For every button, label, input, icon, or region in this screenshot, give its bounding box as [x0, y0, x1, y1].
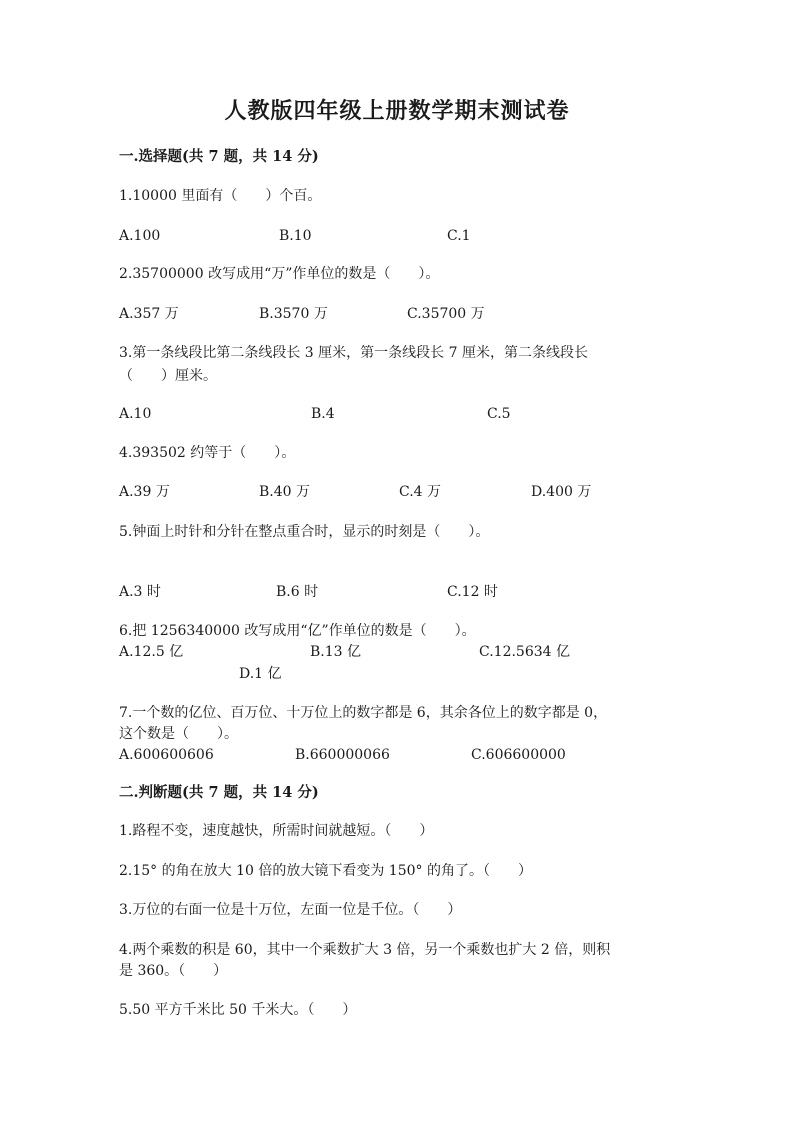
option-b: B.10: [279, 228, 312, 244]
option-b: B.4: [311, 406, 335, 422]
judgement-2: 2.15° 的角在放大 10 倍的放大镜下看变为 150° 的角了。（ ）: [119, 863, 532, 879]
question-6: 6.把 1256340000 改写成用“亿”作单位的数是（ ）。: [119, 623, 476, 639]
question-3-line-1: 3.第一条线段比第二条线段长 3 厘米，第一条线段长 7 厘米，第二条线段长: [119, 345, 588, 361]
option-b: B.3570 万: [259, 306, 328, 322]
option-d: D.400 万: [531, 484, 592, 500]
judgement-5: 5.50 平方千米比 50 千米大。（ ）: [119, 1002, 357, 1018]
option-c: C.1: [447, 228, 471, 244]
judgement-3: 3.万位的右面一位是十万位，左面一位是千位。（ ）: [119, 902, 462, 918]
option-a: A.39 万: [119, 484, 170, 500]
question-3-line-2: （ ）厘米。: [119, 368, 217, 384]
question-2: 2.35700000 改写成用“万”作单位的数是（ ）。: [119, 266, 440, 282]
option-b: B.6 时: [276, 584, 319, 600]
option-c: C.606600000: [471, 747, 566, 763]
option-a: A.357 万: [119, 306, 179, 322]
section-heading-judgement: 二.判断题(共 7 题，共 14 分): [119, 784, 319, 801]
option-c: C.35700 万: [407, 306, 485, 322]
exam-title: 人教版四年级上册数学期末测试卷: [224, 98, 570, 124]
option-b: B.40 万: [259, 484, 311, 500]
option-c: C.5: [487, 406, 511, 422]
question-7-line-1: 7.一个数的亿位、百万位、十万位上的数字都是 6，其余各位上的数字都是 0，: [119, 705, 608, 721]
judgement-4-line-2: 是 360。（ ）: [119, 963, 228, 979]
option-c: C.12 时: [447, 584, 498, 600]
option-a: A.600600606: [119, 747, 214, 763]
option-a: A.10: [119, 406, 152, 422]
option-c: C.4 万: [399, 484, 442, 500]
option-d: D.1 亿: [239, 666, 282, 682]
judgement-4-line-1: 4.两个乘数的积是 60，其中一个乘数扩大 3 倍，另一个乘数也扩大 2 倍，则积: [119, 942, 611, 958]
judgement-1: 1.路程不变，速度越快，所需时间就越短。（ ）: [119, 823, 434, 839]
option-a: A.3 时: [119, 584, 161, 600]
question-5: 5.钟面上时针和分针在整点重合时，显示的时刻是（ ）。: [119, 524, 490, 540]
section-heading-choice: 一.选择题(共 7 题，共 14 分): [119, 148, 319, 165]
option-b: B.660000066: [295, 747, 390, 763]
question-1: 1.10000 里面有（ ）个百。: [119, 188, 322, 204]
question-4: 4.393502 约等于（ ）。: [119, 445, 296, 461]
option-a: A.100: [119, 228, 161, 244]
option-c: C.12.5634 亿: [479, 644, 571, 660]
question-7-line-2: 这个数是（ ）。: [119, 726, 238, 742]
option-b: B.13 亿: [310, 644, 362, 660]
option-a: A.12.5 亿: [119, 644, 184, 660]
